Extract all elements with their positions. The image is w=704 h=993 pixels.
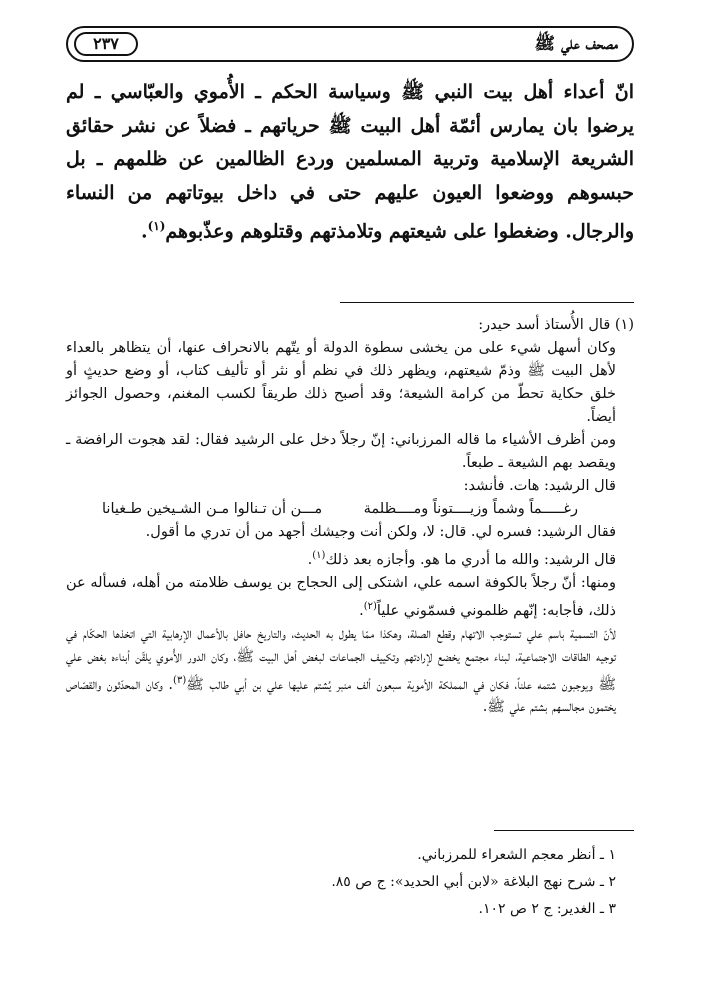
footnote-paragraph-1: وكان أسهل شيء على من يخشى سطوة الدولة أو يتّهم بالانحراف عنها، أن يتظاهر بالعداء لأهل البيت ﷺ وذمّ شيعتهم، ويظهر ذلك في نظم أو نثر أو تأليف كتاب، أو وضع حديثٍ أو خلق حكاية تحطّ من كرامة الشيعة؛ وقد أصبح ذلك طريقاً لكسب المغنم، وحصول الجوائز أيضاً. <box>66 340 616 425</box>
footnote-ref-1: (١) <box>147 219 166 233</box>
running-title: مصحف علي ﷺ <box>534 34 618 54</box>
footnote-paragraph-2: ومن أظرف الأشياء ما قاله المرزباني: إنّ رجلاً دخل على الرشيد فقال: لقد هجوت الرافضة ـ ويقصد بهم الشيعة ـ طبعاً. <box>66 432 616 471</box>
footnote-paragraph-4: فقال الرشيد: فسره لي. قال: لا، ولكن أنت وجيشك أجهد من أن تدري ما أقول. <box>145 524 616 540</box>
poem-verse <box>66 498 634 521</box>
footnote-paragraph-7-text: لأنّ التسمية باسم علي تستوجب الاتهام وقطع الصلة، وهكذا ممّا يطول به الحديث، والتاريخ حافل بالأعمال الإرهابية التي اتخذها الحكّام في توجيه الطاقات الاجتماعية، لبناء مجتمع يخضع لإرادتهم وتكييف الجماعات لبغض أهل البيت ﷺ، وكان الدور الأُموي يلقّن أبناءه بغض علي ﷺ ويوجبون شتمه علناً، فكان في المملكة الأموية سبعون ألف منبر يُشتم عليها علي بن أبي طالب ﷺ <box>66 625 616 693</box>
page-header <box>66 26 634 62</box>
references-list <box>66 842 634 923</box>
footnote-paragraph-3: قال الرشيد: هات. فأنشد: <box>463 478 616 494</box>
footnote-heading: (١) قال الأُستاذ أسد حيدر: <box>478 317 634 333</box>
footnote-paragraph-6-text: ومنها: أنّ رجلاً بالكوفة اسمه علي، اشتكى إلى الحجاج بن يوسف ظلامته من أهله، فسأله عن ذلك، فأجابه: إنّهم ظلموني فسمّوني علياً <box>66 574 616 619</box>
reference-2: ٢ ـ شرح نهج البلاغة «لابن أبي الحديد»: ج ص ٨٥. <box>331 874 616 890</box>
reference-1: ١ ـ أنظر معجم الشعراء للمرزباني. <box>417 847 616 863</box>
footnote-divider <box>340 302 634 303</box>
footnote-ref-inner-1: (١) <box>312 550 326 561</box>
footnote-paragraph-5-text: قال الرشيد: والله ما أدري ما هو. وأجازه بعد ذلك <box>325 551 616 568</box>
main-paragraph: انّ أعداء أهل بيت النبي ﷺ وسياسة الحكم ـ الأُموي والعبّاسي ـ لم يرضوا بان يمارس أئمّة أهل البيت ﷺ حرياتهم ـ فضلاً عن نشر حقائق الشريعة الإسلامية وتربية المسلمين وردع الظالمين عن ظلمهم ـ بل حبسوهم ووضعوا العيون عليهم حتى في داخل بيوتاتهم من النساء والرجال. وضغطوا على شيعتهم وتلامذتهم وقتلوهم وعذّبوهم$^{(١)}$. <box>66 81 634 243</box>
footnote-ref-inner-2: (٢) <box>363 600 377 612</box>
verse-second-hemistich: مـــن أن تـنالوا مـن الشـيخين طـغيانا <box>102 501 323 517</box>
footnote-paragraph-5: قال الرشيد: والله ما أدري ما هو. وأجازه بعد ذلك$^{(١)}$. <box>307 550 616 568</box>
main-paragraph-text: انّ أعداء أهل بيت النبي ﷺ وسياسة الحكم ـ الأُموي والعبّاسي ـ لم يرضوا بان يمارس أئمّة أهل البيت ﷺ حرياتهم ـ فضلاً عن نشر حقائق الشريعة الإسلامية وتربية المسلمين وردع الظالمين عن ظلمهم ـ بل حبسوهم ووضعوا العيون عليهم حتى في داخل بيوتاتهم من النساء والرجال. وضغطوا على شيعتهم وتلامذتهم وقتلوهم وعذّبوهم <box>66 81 634 243</box>
footnote-paragraph-6: ومنها: أنّ رجلاً بالكوفة اسمه علي، اشتكى إلى الحجاج بن يوسف ظلامته من أهله، فسأله عن ذلك، فأجابه: إنّهم ظلموني فسمّوني علياً$^{(٢)}$. <box>66 574 616 619</box>
references-divider <box>494 830 634 831</box>
footnote-block <box>66 314 634 719</box>
verse-first-hemistich: رغـــــماً وشماً وزيــــتوناً ومــــظلمة <box>363 501 578 517</box>
footnote-paragraph-7 <box>66 623 634 720</box>
footnote-paragraph-7-end: . وكان المحدّثون والقصّاص يختمون مجالسهم بشتم علي ﷺ. <box>66 676 616 716</box>
main-text <box>66 76 634 249</box>
reference-3: ٣ ـ الغدير: ج ٢ ص ١٠٢. <box>478 901 616 917</box>
page-number: ٢٣٧ <box>74 32 138 56</box>
footnote-ref-inner-3: (٣) <box>173 674 187 686</box>
